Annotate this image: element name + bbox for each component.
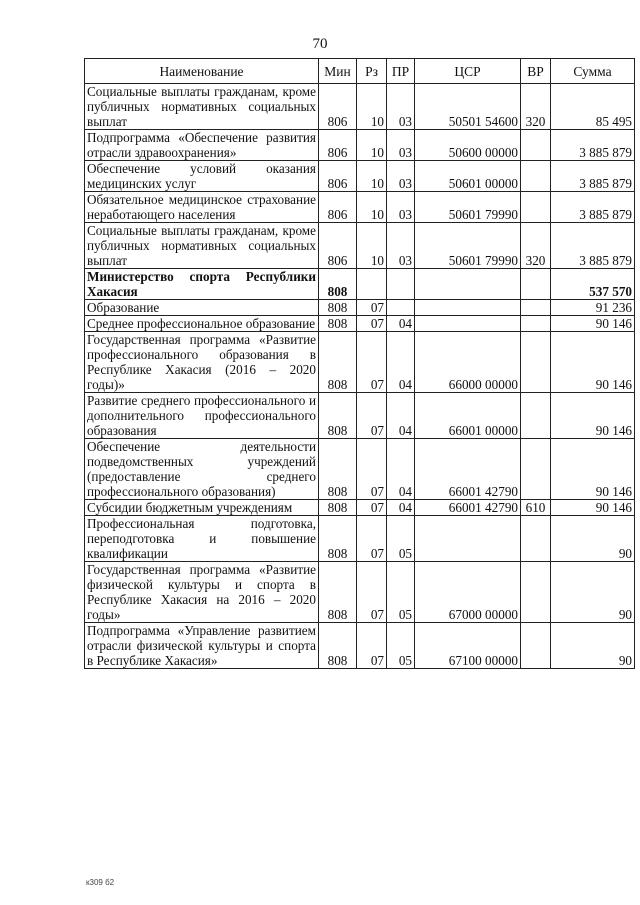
cell-vr xyxy=(521,130,551,161)
table-header-row xyxy=(85,59,635,84)
cell-vr xyxy=(521,300,551,316)
cell-vr xyxy=(521,562,551,623)
cell-csr: 50501 54600 xyxy=(415,84,521,130)
table-row xyxy=(85,316,635,332)
cell-min: 808 xyxy=(319,623,357,669)
cell-pr: 04 xyxy=(387,332,415,393)
cell-sum: 90 xyxy=(551,623,635,669)
table-row xyxy=(85,393,635,439)
cell-name: Обеспечение деятельности подведомственных учреждений (предоставление среднего профессионального образования) xyxy=(85,439,319,500)
cell-csr xyxy=(415,316,521,332)
cell-min: 808 xyxy=(319,393,357,439)
cell-pr: 04 xyxy=(387,316,415,332)
cell-rz: 07 xyxy=(357,300,387,316)
cell-min: 806 xyxy=(319,84,357,130)
cell-sum: 90 146 xyxy=(551,316,635,332)
cell-min: 806 xyxy=(319,223,357,269)
cell-sum: 90 146 xyxy=(551,439,635,500)
cell-rz: 10 xyxy=(357,130,387,161)
cell-sum: 85 495 xyxy=(551,84,635,130)
cell-pr: 05 xyxy=(387,623,415,669)
cell-sum: 90 146 xyxy=(551,500,635,516)
cell-sum: 3 885 879 xyxy=(551,223,635,269)
cell-csr: 66001 42790 xyxy=(415,439,521,500)
cell-vr xyxy=(521,269,551,300)
cell-pr: 05 xyxy=(387,562,415,623)
cell-pr: 04 xyxy=(387,393,415,439)
cell-vr xyxy=(521,332,551,393)
cell-name: Социальные выплаты гражданам, кроме публичных нормативных социальных выплат xyxy=(85,84,319,130)
cell-rz: 07 xyxy=(357,332,387,393)
header-csr: ЦСР xyxy=(415,59,521,84)
cell-vr xyxy=(521,192,551,223)
header-vr: ВР xyxy=(521,59,551,84)
cell-sum: 90 xyxy=(551,562,635,623)
cell-pr: 03 xyxy=(387,130,415,161)
cell-name: Подпрограмма «Управление развитием отрасли физической культуры и спорта в Республике Хакасия» xyxy=(85,623,319,669)
cell-rz: 07 xyxy=(357,316,387,332)
header-min: Мин xyxy=(319,59,357,84)
table-row xyxy=(85,192,635,223)
cell-pr: 04 xyxy=(387,500,415,516)
cell-sum: 90 146 xyxy=(551,393,635,439)
cell-name: Государственная программа «Развитие профессионального образования в Республике Хакасия (2016 – 2020 годы)» xyxy=(85,332,319,393)
cell-csr: 50601 79990 xyxy=(415,223,521,269)
table-row xyxy=(85,269,635,300)
cell-csr: 50601 79990 xyxy=(415,192,521,223)
cell-rz: 10 xyxy=(357,161,387,192)
cell-vr xyxy=(521,393,551,439)
cell-min: 808 xyxy=(319,300,357,316)
header-sum: Сумма xyxy=(551,59,635,84)
cell-sum: 3 885 879 xyxy=(551,161,635,192)
cell-csr: 50601 00000 xyxy=(415,161,521,192)
table-row xyxy=(85,500,635,516)
table-row xyxy=(85,623,635,669)
cell-rz: 07 xyxy=(357,516,387,562)
cell-pr: 04 xyxy=(387,439,415,500)
cell-rz: 07 xyxy=(357,393,387,439)
cell-pr xyxy=(387,300,415,316)
table-row xyxy=(85,223,635,269)
table-row xyxy=(85,84,635,130)
cell-name: Государственная программа «Развитие физической культуры и спорта в Республике Хакасия на 2016 – 2020 годы» xyxy=(85,562,319,623)
cell-rz xyxy=(357,269,387,300)
table-row xyxy=(85,516,635,562)
cell-vr xyxy=(521,623,551,669)
cell-csr xyxy=(415,300,521,316)
cell-rz: 07 xyxy=(357,439,387,500)
cell-name: Развитие среднего профессионального и дополнительного профессионального образования xyxy=(85,393,319,439)
cell-pr: 03 xyxy=(387,223,415,269)
cell-min: 806 xyxy=(319,161,357,192)
footer-code: к309 б2 xyxy=(86,878,115,887)
budget-table xyxy=(84,58,635,669)
cell-pr: 05 xyxy=(387,516,415,562)
cell-csr: 66001 00000 xyxy=(415,393,521,439)
header-pr: ПР xyxy=(387,59,415,84)
cell-name: Среднее профессиональное образование xyxy=(85,316,319,332)
table-body xyxy=(85,84,635,669)
cell-name: Субсидии бюджетным учреждениям xyxy=(85,500,319,516)
cell-csr xyxy=(415,516,521,562)
header-rz: Рз xyxy=(357,59,387,84)
cell-min: 806 xyxy=(319,192,357,223)
table-row xyxy=(85,161,635,192)
cell-pr: 03 xyxy=(387,161,415,192)
cell-min: 808 xyxy=(319,439,357,500)
cell-vr xyxy=(521,439,551,500)
table-row xyxy=(85,332,635,393)
cell-name: Подпрограмма «Обеспечение развития отрасли здравоохранения» xyxy=(85,130,319,161)
cell-rz: 10 xyxy=(357,84,387,130)
cell-rz: 07 xyxy=(357,623,387,669)
cell-csr: 67000 00000 xyxy=(415,562,521,623)
cell-vr: 610 xyxy=(521,500,551,516)
cell-csr: 66000 00000 xyxy=(415,332,521,393)
cell-name: Социальные выплаты гражданам, кроме публичных нормативных социальных выплат xyxy=(85,223,319,269)
cell-name: Профессиональная подготовка, переподготовка и повышение квалификации xyxy=(85,516,319,562)
cell-min: 808 xyxy=(319,316,357,332)
table-row xyxy=(85,562,635,623)
cell-csr: 66001 42790 xyxy=(415,500,521,516)
header-name: Наименование xyxy=(85,59,319,84)
cell-min: 808 xyxy=(319,500,357,516)
cell-rz: 07 xyxy=(357,562,387,623)
cell-sum: 3 885 879 xyxy=(551,192,635,223)
cell-sum: 90 146 xyxy=(551,332,635,393)
cell-rz: 10 xyxy=(357,192,387,223)
cell-sum: 91 236 xyxy=(551,300,635,316)
cell-min: 808 xyxy=(319,269,357,300)
cell-min: 806 xyxy=(319,130,357,161)
cell-vr xyxy=(521,161,551,192)
cell-sum: 90 xyxy=(551,516,635,562)
cell-name: Образование xyxy=(85,300,319,316)
table-row xyxy=(85,300,635,316)
cell-min: 808 xyxy=(319,516,357,562)
cell-csr: 50600 00000 xyxy=(415,130,521,161)
cell-pr: 03 xyxy=(387,192,415,223)
cell-sum: 3 885 879 xyxy=(551,130,635,161)
table-row xyxy=(85,130,635,161)
cell-name: Министерство спорта Республики Хакасия xyxy=(85,269,319,300)
page-number: 70 xyxy=(312,36,328,52)
cell-pr xyxy=(387,269,415,300)
cell-name: Обязательное медицинское страхование неработающего населения xyxy=(85,192,319,223)
table-row xyxy=(85,439,635,500)
cell-vr: 320 xyxy=(521,223,551,269)
cell-name: Обеспечение условий оказания медицинских услуг xyxy=(85,161,319,192)
cell-vr xyxy=(521,516,551,562)
cell-pr: 03 xyxy=(387,84,415,130)
cell-rz: 07 xyxy=(357,500,387,516)
cell-rz: 10 xyxy=(357,223,387,269)
cell-csr: 67100 00000 xyxy=(415,623,521,669)
cell-min: 808 xyxy=(319,562,357,623)
cell-vr: 320 xyxy=(521,84,551,130)
cell-vr xyxy=(521,316,551,332)
cell-min: 808 xyxy=(319,332,357,393)
cell-sum: 537 570 xyxy=(551,269,635,300)
cell-csr xyxy=(415,269,521,300)
